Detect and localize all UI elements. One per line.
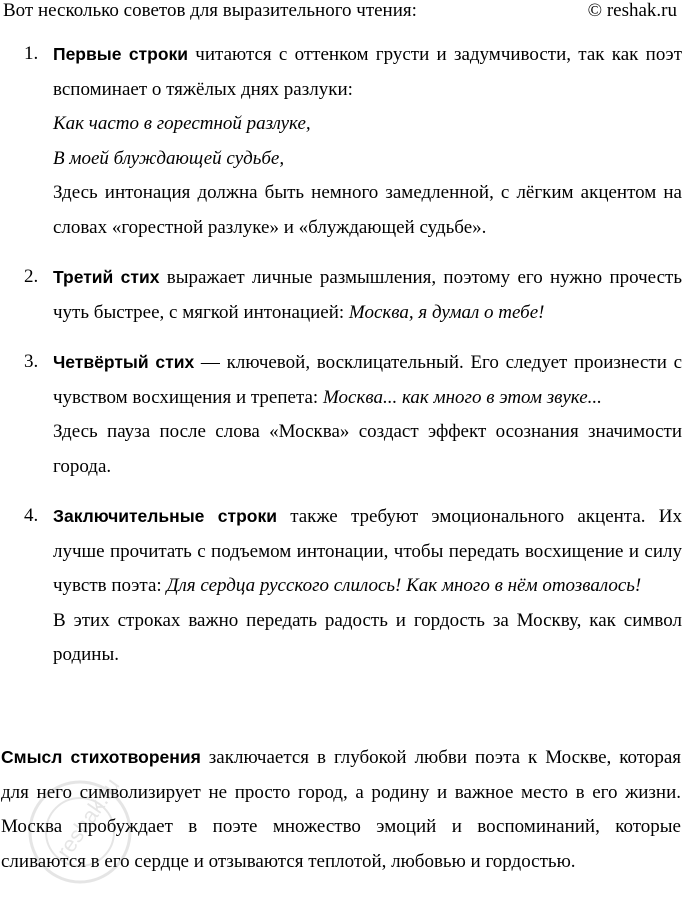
list-item-3 [24, 345, 682, 484]
item-text: также требуют эмоционального акцента. Их лучше прочитать с подъемом интонации, чтобы передать восхищение и силу чувств поэта: [53, 506, 682, 596]
item-heading: Третий стих [53, 267, 160, 287]
item-paragraph [53, 345, 682, 415]
tips-list [24, 37, 682, 688]
item-content [53, 37, 682, 245]
item-paragraph [53, 260, 682, 330]
item-heading: Заключительные строки [53, 506, 277, 526]
summary-text: заключается в глубокой любви поэта к Москве, которая для него символизирует не просто город, а родину и важное место в его жизни. Москва пробуждает в поэте множество эмоций и воспоминаний, которые сливаются в его сердце и отзываются теплотой, любовью и гордостью. [1, 747, 681, 872]
item-number: 1. [24, 43, 39, 64]
item-text: — ключевой, восклицательный. Его следует произнести с чувством восхищения и трепета: [53, 352, 682, 408]
item-quote: Москва... как много в этом звуке... [322, 386, 602, 408]
item-number: 2. [24, 266, 39, 287]
item-number: 4. [24, 505, 39, 526]
item-content [53, 499, 682, 673]
list-item-1 [24, 37, 682, 245]
item-quote: Для сердца русского слилось! Как много в нём отозвалось! [166, 575, 642, 596]
item-number: 3. [24, 351, 39, 372]
item-note: В этих строках важно передать радость и гордость за Москву, как символ родины. [53, 609, 682, 665]
item-paragraph [53, 499, 682, 604]
header-title: Вот несколько советов для выразительного чтения: [3, 0, 417, 21]
item-heading: Первые строки [53, 44, 189, 64]
watermark-text: reshak.ru [51, 773, 125, 863]
item-note: Здесь интонация должна быть немного замедленной, с лёгким акцентом на словах «горестной разлуке» и «блуждающей судьбе». [53, 182, 682, 238]
item-heading: Четвёртый стих [53, 352, 195, 372]
list-item-4 [24, 499, 682, 673]
summary-paragraph [1, 740, 681, 879]
item-text: читаются с оттенком грусти и задумчивости, так как поэт вспоминает о тяжёлых днях разлуки: [53, 44, 683, 100]
item-note: Здесь пауза после слова «Москва» создаст эффект осознания значимости города. [53, 421, 682, 477]
site-credit: © reshak.ru [587, 0, 677, 21]
item-text: выражает личные размышления, поэтому его нужно прочесть чуть быстрее, с мягкой интонацией: [53, 267, 682, 323]
summary-heading: Смысл стихотворения [1, 747, 201, 767]
item-quote: Москва, я думал о тебе! [348, 301, 545, 323]
item-content [53, 345, 682, 484]
list-item-2 [24, 260, 682, 330]
poem-line: Как часто в горестной разлуке, [53, 113, 311, 134]
item-paragraph [53, 37, 682, 107]
item-content [53, 260, 682, 330]
poem-line: В моей блуждающей судьбе, [53, 147, 285, 169]
